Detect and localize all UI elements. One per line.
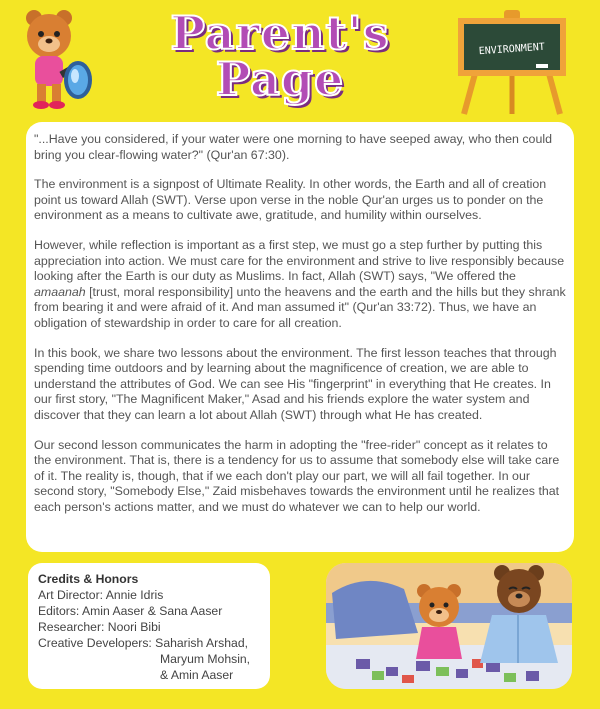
credit-line: Creative Developers: Saharish Arshad,	[38, 636, 249, 650]
title-line-2: Page	[215, 52, 345, 106]
credits-panel	[28, 563, 270, 689]
chalkboard-icon	[456, 10, 568, 116]
credit-line: Researcher: Noori Bibi	[38, 620, 161, 634]
bear-with-magnifier-icon	[20, 8, 96, 114]
chalkboard-text: ENVIRONMENT	[478, 41, 546, 58]
paragraph-3-part-2: [trust, moral responsibility] unto the heavens and the earth and the hills but they shrank from bearing it and were afraid of it. And man assumed it" (Qur'an 33:72). Thus, we have an obligation of stewardship in order to care for all creation.	[34, 284, 566, 330]
paragraph-3	[34, 238, 568, 332]
paragraph-1: "...Have you considered, if your water were one morning to have seeped away, who then could bring you clear-flowing water?" (Qur'an 67:30).	[34, 132, 552, 162]
paragraph-5: Our second lesson communicates the harm in adopting the "free-rider" concept as it relates to the environment. That is, there is a tendency for us to assume that somebody else will take care of it. The reality is, though, that if we each don't play our part, we will all fail together. In our second story, "Somebody Else," Zaid misbehaves towards the environment until he realizes that each person's actions matter, and we must do whatever we can to help our world.	[34, 437, 560, 514]
paragraph-2: The environment is a signpost of Ultimate Reality. In other words, the Earth and all of creation point us toward Allah (SWT). Verse upon verse in the noble Qur'an urges us to ponder on the environment as a means to cultivate awe, gratitude, and humility within ourselves.	[34, 177, 547, 223]
paragraph-3-part-1: However, while reflection is important as a first step, we must go a step further by putting this appreciation into action. We must care for the environment and strive to live responsibly because looking after the Earth is our duty as Muslims. In fact, Allah (SWT) says, "We offered the	[34, 237, 565, 284]
title-line-1: Parent's	[170, 6, 390, 60]
credits-heading: Credits & Honors	[38, 572, 139, 586]
paragraph-4: In this book, we share two lessons about the environment. The first lesson teaches that through spending time outdoors and by learning about the magnificence of creation, we are able to understand the attributes of God. We can see His "fingerprint" in everything that He creates. In our first story, "The Magnificent Maker," Asad and his friends explore the water system and discover that they can learn a lot about Allah (SWT) through what He has created.	[34, 345, 557, 422]
paragraph-3-italic: amaanah	[34, 284, 86, 299]
credit-line: Art Director: Annie Idris	[38, 588, 164, 602]
main-text-panel	[26, 122, 574, 552]
header	[0, 0, 600, 122]
page-title	[150, 6, 410, 106]
credit-line: Maryum Mohsin,	[160, 652, 251, 666]
bears-puzzle-illustration	[326, 563, 572, 689]
credit-line: & Amin Aaser	[160, 668, 234, 682]
credit-line: Editors: Amin Aaser & Sana Aaser	[38, 604, 223, 618]
